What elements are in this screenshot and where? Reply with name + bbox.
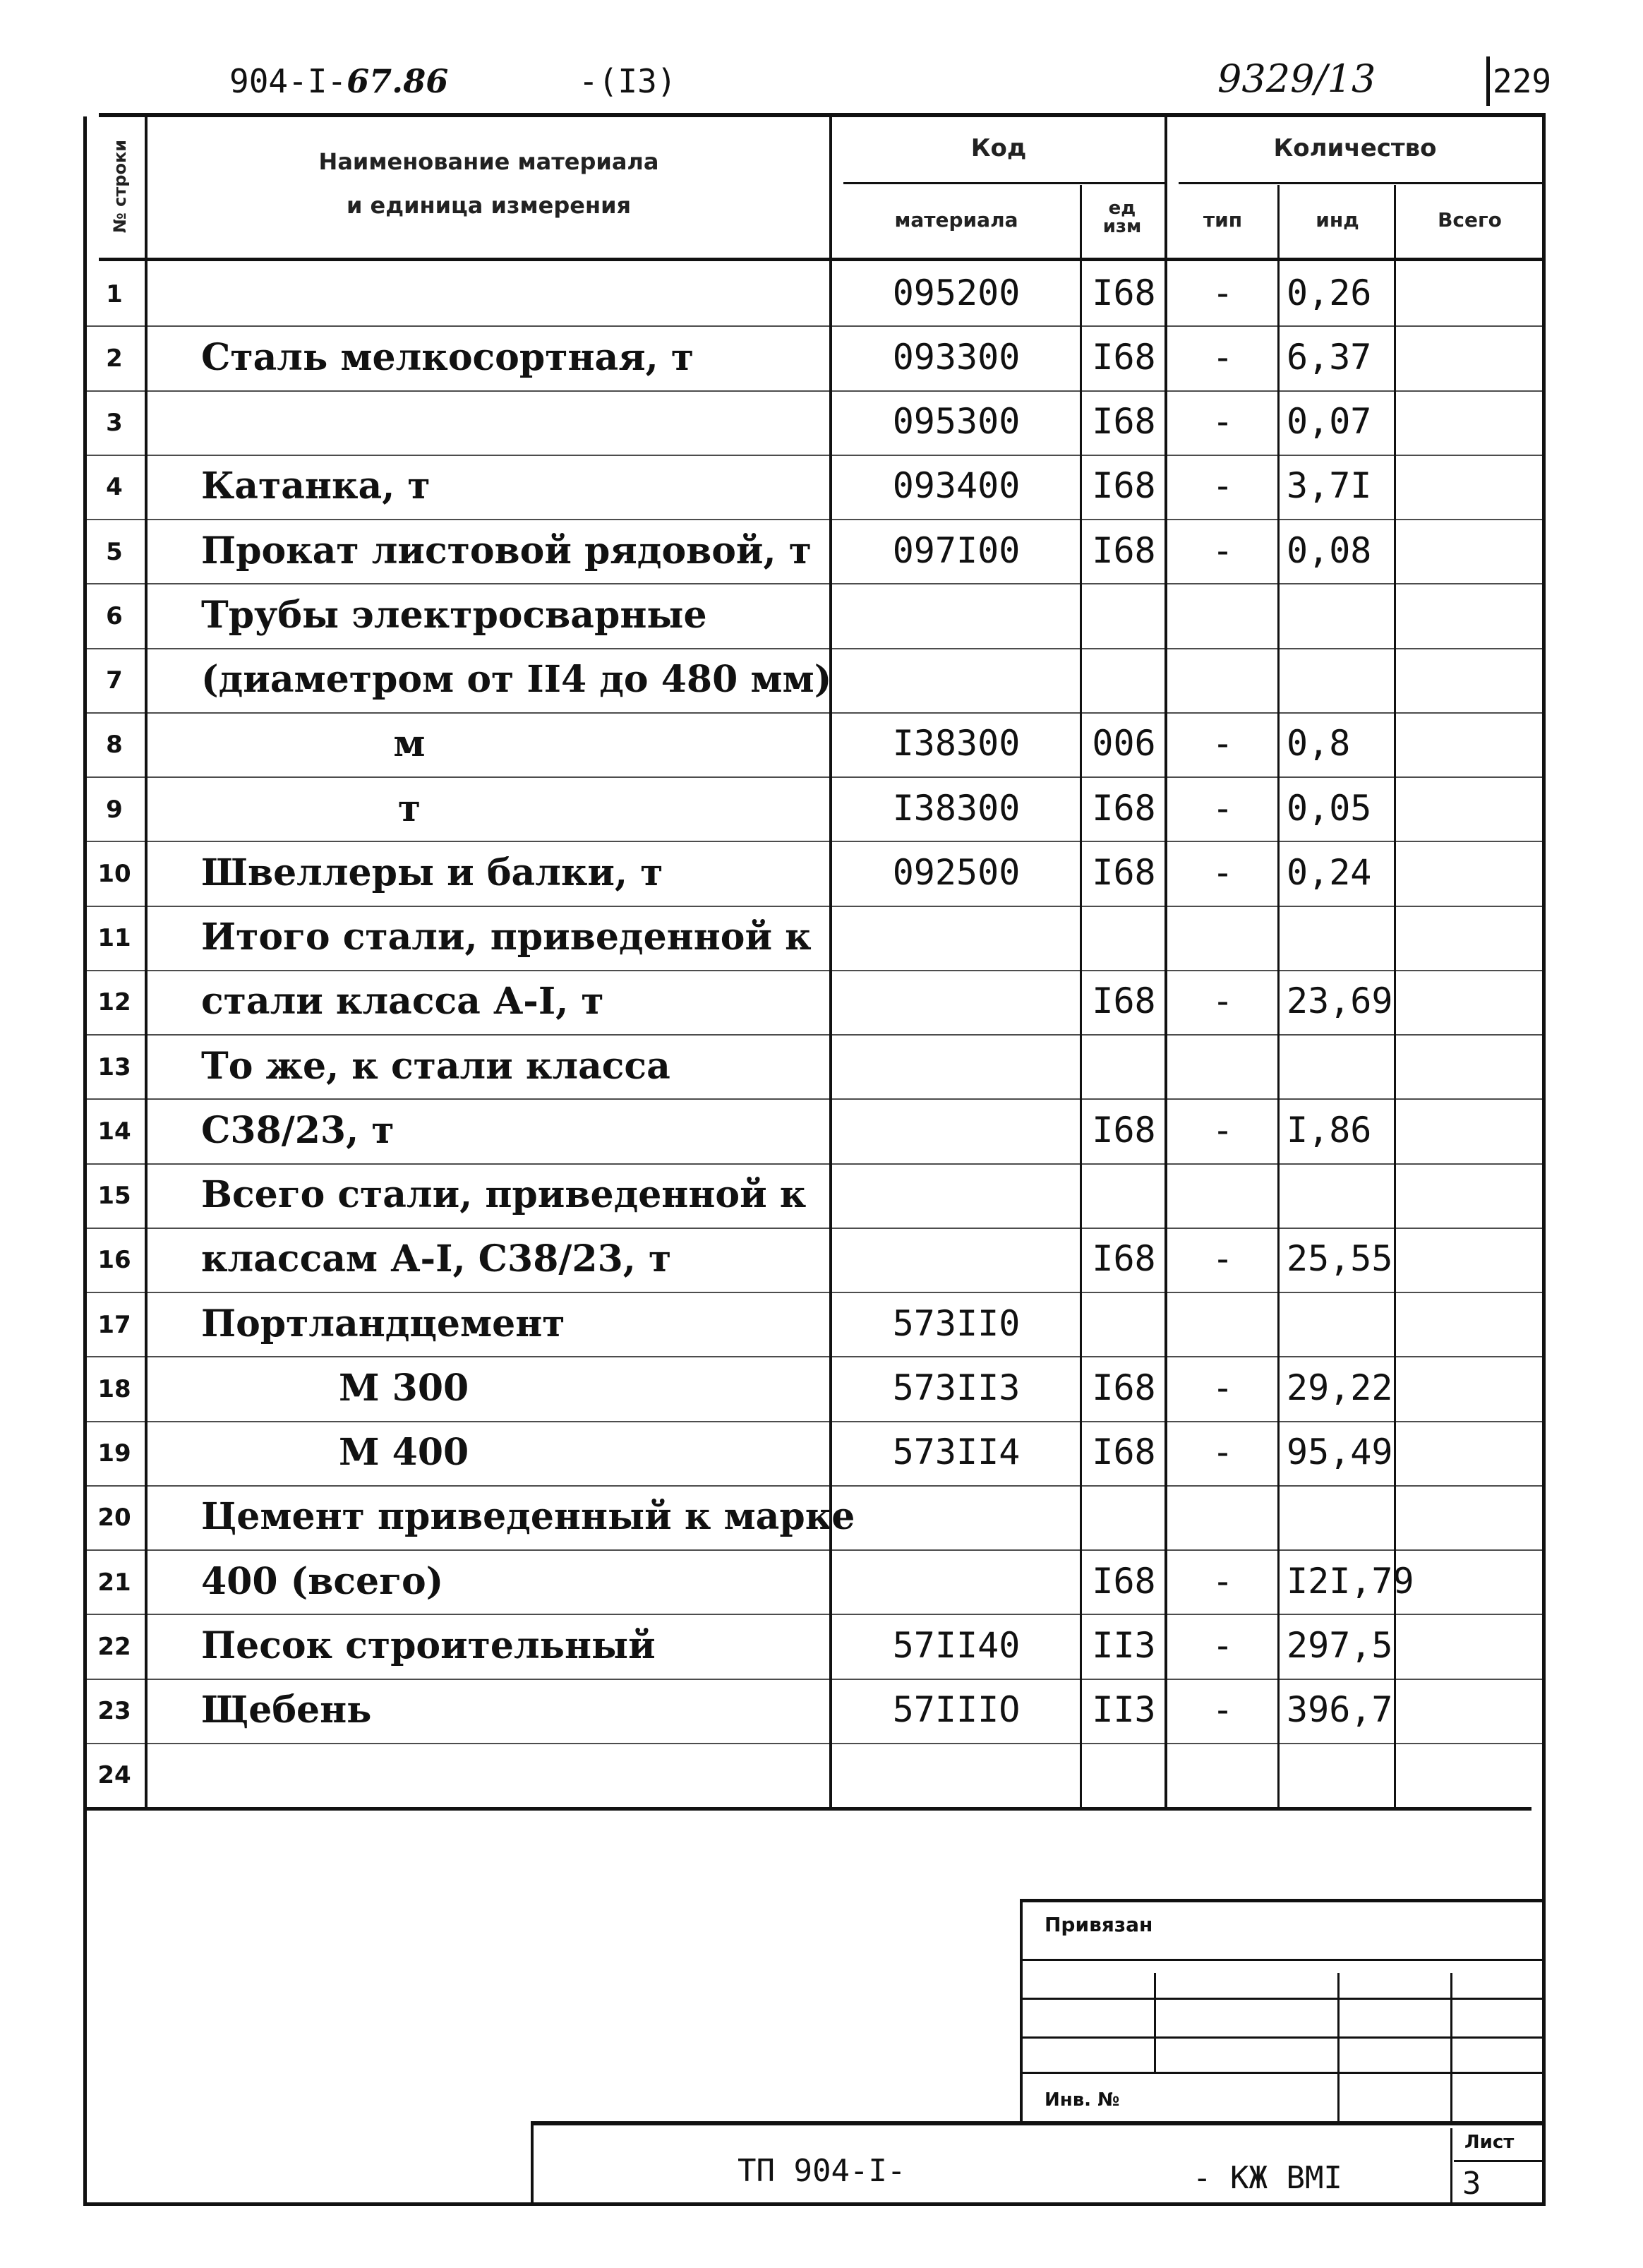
stamp-col-line-3 xyxy=(1450,1973,1452,2125)
table-header-bottom-border xyxy=(99,258,1546,261)
stamp-row-line-3 xyxy=(1020,2036,1546,2039)
qty-ind: 29,22 xyxy=(1287,1367,1393,1408)
row-number: 17 xyxy=(97,1311,131,1339)
col-header-code-material: материала xyxy=(894,208,1018,232)
row-number: 8 xyxy=(106,731,123,759)
document-code xyxy=(229,62,448,100)
row-separator xyxy=(85,1743,1542,1744)
row-number: 20 xyxy=(97,1504,131,1532)
material-name: Портландцемент xyxy=(201,1302,565,1345)
row-separator xyxy=(85,519,1542,520)
unit-code: I68 xyxy=(1092,788,1156,829)
material-name: Трубы электросварные xyxy=(201,594,707,637)
material-name: Песок строительный xyxy=(201,1624,656,1667)
material-code: 092500 xyxy=(892,852,1021,893)
title-block-top xyxy=(533,2121,1546,2125)
qty-type: - xyxy=(1212,1432,1234,1472)
qty-type: - xyxy=(1212,1238,1234,1279)
row-number: 2 xyxy=(106,344,123,373)
sub-code: -(I3) xyxy=(579,62,677,100)
row-number: 14 xyxy=(97,1117,131,1146)
page-number: 229 xyxy=(1493,62,1552,100)
table-bottom-border xyxy=(85,1807,1531,1811)
col-header-qty-ind: инд xyxy=(1316,208,1359,232)
qty-type: - xyxy=(1212,1561,1234,1602)
row-separator xyxy=(85,1679,1542,1680)
header-qty-subline xyxy=(1179,182,1542,184)
material-name: М 400 xyxy=(339,1431,469,1474)
col-line-rownum xyxy=(145,116,148,1809)
unit-code: I68 xyxy=(1092,530,1156,571)
row-separator xyxy=(85,1034,1542,1036)
material-name: Всего стали, приведенной к xyxy=(201,1173,807,1216)
unit-code: I68 xyxy=(1092,1367,1156,1408)
col-header-qty-total: Всего xyxy=(1438,208,1502,232)
material-code: 095200 xyxy=(892,272,1021,313)
qty-type: - xyxy=(1212,1367,1234,1408)
material-code: 573II0 xyxy=(892,1303,1021,1344)
row-number: 5 xyxy=(106,538,123,566)
material-name: т xyxy=(397,787,421,830)
col-header-qty-type: тип xyxy=(1203,208,1243,232)
page-left-border xyxy=(83,116,87,2206)
qty-ind: I,86 xyxy=(1287,1110,1372,1151)
qty-ind: 0,05 xyxy=(1287,788,1372,829)
material-name: М 300 xyxy=(339,1367,469,1410)
qty-ind: 25,55 xyxy=(1287,1238,1393,1279)
material-name: С38/23, т xyxy=(201,1109,395,1152)
row-separator xyxy=(85,1163,1542,1165)
col-header-rownum: № строки xyxy=(110,139,130,234)
material-name: классам А-I, С38/23, т xyxy=(201,1237,672,1280)
title-block-left xyxy=(531,2121,534,2204)
unit-code: I68 xyxy=(1092,1432,1156,1472)
row-separator xyxy=(85,390,1542,392)
table-top-border xyxy=(99,113,1546,117)
stamp-attached-top xyxy=(1020,1899,1546,1902)
row-number: 15 xyxy=(97,1182,131,1210)
row-separator xyxy=(85,776,1542,778)
row-separator xyxy=(85,970,1542,971)
qty-ind: 0,07 xyxy=(1287,401,1372,442)
page-right-border xyxy=(1542,113,1546,2202)
qty-type: - xyxy=(1212,465,1234,506)
row-number: 3 xyxy=(106,409,123,437)
material-name: (диаметром от II4 до 480 мм) xyxy=(201,658,832,701)
unit-code: I68 xyxy=(1092,1238,1156,1279)
unit-code: II3 xyxy=(1092,1625,1156,1666)
document-code-handwritten: 67.86 xyxy=(347,62,449,100)
row-separator xyxy=(85,841,1542,842)
col-line-type xyxy=(1277,185,1280,1808)
material-name: Сталь мелкосортная, т xyxy=(201,336,694,379)
col-header-quantity: Количество xyxy=(1273,134,1437,162)
material-name: Прокат листовой рядовой, т xyxy=(201,529,812,572)
title-sheet-divider xyxy=(1450,2128,1452,2202)
unit-code: I68 xyxy=(1092,1561,1156,1602)
row-separator xyxy=(85,455,1542,456)
row-number: 10 xyxy=(97,860,131,888)
qty-ind: 6,37 xyxy=(1287,337,1372,378)
qty-type: - xyxy=(1212,1625,1234,1666)
col-line-code xyxy=(1080,185,1082,1808)
col-header-name-line1: Наименование материала xyxy=(318,148,659,175)
row-separator xyxy=(85,906,1542,907)
title-sheet-number: 3 xyxy=(1462,2166,1481,2202)
qty-type: - xyxy=(1212,1689,1234,1730)
row-separator xyxy=(85,325,1542,327)
qty-type: - xyxy=(1212,1110,1234,1151)
col-line-unit xyxy=(1164,116,1167,1809)
row-number: 24 xyxy=(97,1761,131,1789)
qty-ind: I2I,79 xyxy=(1287,1561,1414,1602)
title-sheet-label: Лист xyxy=(1464,2132,1515,2153)
row-number: 9 xyxy=(106,796,123,824)
document-code-printed: 904-I- xyxy=(229,62,347,100)
unit-code: I68 xyxy=(1092,465,1156,506)
qty-ind: 3,7I xyxy=(1287,465,1372,506)
row-number: 6 xyxy=(106,602,123,630)
row-number: 11 xyxy=(97,924,131,952)
title-doc-code: ТП 904-I- xyxy=(738,2153,906,2189)
row-separator xyxy=(85,1485,1542,1487)
qty-type: - xyxy=(1212,980,1234,1021)
material-name: Щебень xyxy=(201,1688,372,1732)
material-name: Итого стали, приведенной к xyxy=(201,916,812,959)
material-code: 093300 xyxy=(892,337,1021,378)
qty-ind: 0,8 xyxy=(1287,723,1351,764)
qty-type: - xyxy=(1212,723,1234,764)
unit-code: I68 xyxy=(1092,337,1156,378)
qty-type: - xyxy=(1212,788,1234,829)
row-number: 13 xyxy=(97,1053,131,1081)
material-code: 573II3 xyxy=(892,1367,1021,1408)
stamp-attached-label: Привязан xyxy=(1045,1913,1153,1936)
title-sheet-line xyxy=(1454,2160,1542,2162)
row-number: 1 xyxy=(106,280,123,308)
row-separator xyxy=(85,1549,1542,1551)
material-name: Цемент приведенный к марке xyxy=(201,1495,855,1538)
stamp-attached-left xyxy=(1020,1899,1023,2125)
material-code: 095300 xyxy=(892,401,1021,442)
qty-type: - xyxy=(1212,272,1234,313)
row-number: 19 xyxy=(97,1439,131,1468)
row-separator xyxy=(85,1421,1542,1422)
unit-code: I68 xyxy=(1092,1110,1156,1151)
material-code: 093400 xyxy=(892,465,1021,506)
material-code: 57IIIO xyxy=(892,1689,1021,1730)
row-number: 7 xyxy=(106,666,123,695)
material-code: I38300 xyxy=(892,723,1021,764)
row-number: 12 xyxy=(97,988,131,1016)
material-code: 097I00 xyxy=(892,530,1021,571)
qty-ind: 297,5 xyxy=(1287,1625,1393,1666)
page-bottom-border xyxy=(83,2202,1546,2206)
row-separator xyxy=(85,1098,1542,1100)
unit-code: 006 xyxy=(1092,723,1156,764)
row-number: 4 xyxy=(106,473,123,501)
handwritten-number: 9329/13 xyxy=(1217,56,1376,101)
qty-ind: 95,49 xyxy=(1287,1432,1393,1472)
material-name: м xyxy=(393,722,426,765)
row-separator xyxy=(85,583,1542,584)
material-code: 57II40 xyxy=(892,1625,1021,1666)
qty-type: - xyxy=(1212,337,1234,378)
row-separator xyxy=(85,1292,1542,1293)
row-separator xyxy=(85,1356,1542,1357)
unit-code: I68 xyxy=(1092,980,1156,1021)
stamp-row-line-4 xyxy=(1020,2072,1546,2074)
unit-code: II3 xyxy=(1092,1689,1156,1730)
qty-ind: 0,08 xyxy=(1287,530,1372,571)
qty-ind: 396,7 xyxy=(1287,1689,1393,1730)
qty-type: - xyxy=(1212,401,1234,442)
row-separator xyxy=(85,1614,1542,1615)
qty-type: - xyxy=(1212,852,1234,893)
material-name: стали класса А-I, т xyxy=(201,980,604,1023)
stamp-inv-label: Инв. № xyxy=(1045,2089,1120,2111)
unit-code: I68 xyxy=(1092,852,1156,893)
row-separator xyxy=(85,648,1542,649)
row-separator xyxy=(85,1228,1542,1229)
stamp-row-line-1 xyxy=(1020,1959,1546,1961)
qty-ind: 23,69 xyxy=(1287,980,1393,1021)
material-code: 573II4 xyxy=(892,1432,1021,1472)
row-separator xyxy=(85,712,1542,714)
material-name: То же, к стали класса xyxy=(201,1045,670,1088)
row-number: 21 xyxy=(97,1568,131,1597)
material-code: I38300 xyxy=(892,788,1021,829)
stamp-row-line-2 xyxy=(1020,1998,1546,2000)
row-number: 23 xyxy=(97,1697,131,1725)
material-name: Швеллеры и балки, т xyxy=(201,851,663,894)
qty-ind: 0,24 xyxy=(1287,852,1372,893)
row-number: 22 xyxy=(97,1633,131,1661)
qty-ind: 0,26 xyxy=(1287,272,1372,313)
page-number-mark xyxy=(1486,56,1490,106)
qty-type: - xyxy=(1212,530,1234,571)
stamp-col-line-1 xyxy=(1154,1973,1156,2072)
header-code-subline xyxy=(843,182,1164,184)
unit-code: I68 xyxy=(1092,272,1156,313)
row-number: 16 xyxy=(97,1246,131,1274)
material-name: Катанка, т xyxy=(201,464,431,508)
col-header-code: Код xyxy=(970,134,1027,162)
col-header-name-line2: и единица измерения xyxy=(346,192,632,219)
material-name: 400 (всего) xyxy=(201,1560,444,1603)
unit-code: I68 xyxy=(1092,401,1156,442)
col-header-code-unit: ед изм xyxy=(1102,198,1142,237)
row-number: 18 xyxy=(97,1375,131,1403)
stamp-col-line-2 xyxy=(1337,1973,1340,2125)
title-doc-suffix: - КЖ ВМI xyxy=(1193,2160,1342,2196)
